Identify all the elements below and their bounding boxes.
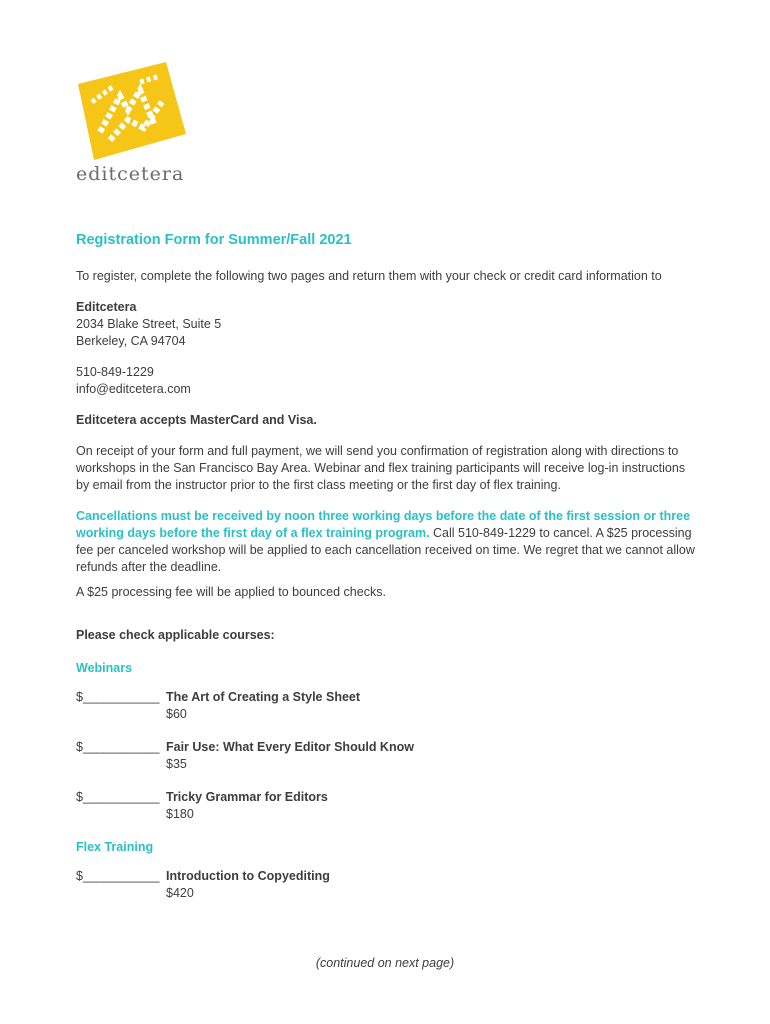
course-intro-copyediting — [76, 868, 696, 902]
course-style-sheet — [76, 689, 696, 723]
contact-email: info@editcetera.com — [76, 382, 191, 396]
intro-text: To register, complete the following two pages and return them with your check or credit card information to — [76, 269, 662, 283]
registration-form-content — [76, 232, 696, 918]
bounced-check-fee: A $25 processing fee will be applied to bounced checks. — [76, 585, 386, 599]
course-name: Tricky Grammar for Editors — [166, 790, 328, 804]
cancellation-highlight: Cancellations must be received by noon three working days before the date of the first session or three working days before the first day of a flex training program. — [76, 509, 691, 540]
amount-blank[interactable]: $___________ — [76, 869, 160, 883]
continued-note: (continued on next page) — [315, 956, 455, 970]
address-line-2: Berkeley, CA 94704 — [76, 334, 186, 348]
amount-blank[interactable]: $___________ — [76, 740, 160, 754]
course-name: Fair Use: What Every Editor Should Know — [166, 740, 414, 754]
contact-phone: 510-849-1229 — [76, 365, 154, 379]
course-price: $420 — [166, 886, 194, 900]
course-price: $60 — [166, 707, 187, 721]
webinars-heading: Webinars — [76, 661, 133, 675]
course-name: The Art of Creating a Style Sheet — [166, 690, 361, 704]
editcetera-logo-mark — [70, 62, 186, 160]
cancellation-details: Call 510-849-1229 to cancel. A $25 processing fee per canceled workshop will be applied to each cancellation received on time. We regret that we cannot allow refunds after the deadline. — [76, 526, 695, 574]
course-fair-use — [76, 739, 696, 773]
course-tricky-grammar — [76, 789, 696, 823]
address-name: Editcetera — [76, 300, 137, 314]
flex-training-heading: Flex Training — [76, 840, 154, 854]
receipt-text: On receipt of your form and full payment, we will send you confirmation of registration along with directions to workshops in the San Francisco Bay Area. Webinar and flex training participants will receive log-in instructions by email from the instructor prior to the first class meeting or the first day of flex training. — [76, 444, 686, 492]
course-price: $35 — [166, 757, 187, 771]
amount-blank[interactable]: $___________ — [76, 690, 160, 704]
course-name: Introduction to Copyediting — [166, 869, 330, 883]
address-line-1: 2034 Blake Street, Suite 5 — [76, 317, 222, 331]
contact-info — [76, 364, 696, 398]
payment-accepted: Editcetera accepts MasterCard and Visa. — [76, 413, 317, 427]
cancellation-policy — [76, 508, 696, 576]
mailing-address — [76, 299, 696, 350]
editcetera-wordmark: editcetera — [76, 163, 185, 185]
course-price: $180 — [166, 807, 194, 821]
form-title: Registration Form for Summer/Fall 2021 — [76, 232, 352, 248]
check-courses-heading: Please check applicable courses: — [76, 628, 275, 642]
amount-blank[interactable]: $___________ — [76, 790, 160, 804]
